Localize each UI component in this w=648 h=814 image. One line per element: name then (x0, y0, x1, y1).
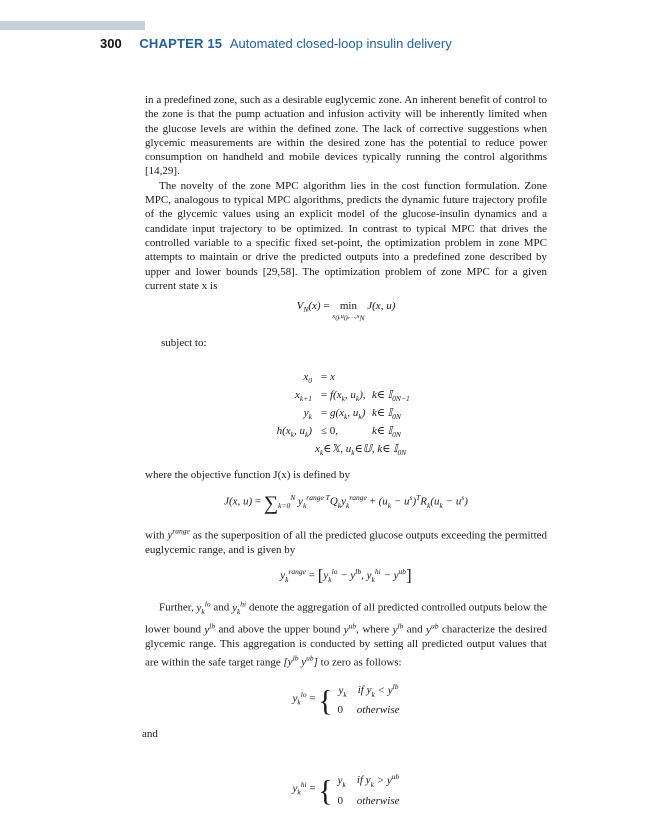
chapter-label: CHAPTER 15 (139, 36, 223, 51)
further-text: Further, $y_k^{lo}$ and $y_k^{hi}$ denote the aggregation of all predicted controlled outputs below the lower bound $y^{lb}$ and above the upper bound $y^{ub}$, where $y^{lb}$ and $y^{ub}$ characterize the desired glycemic range. This aggregation is conducted by setting all predicted output values that are within the safe target range [$y^{lb}$ $y^{ub}$] to zero as follows: (145, 599, 548, 669)
with-text-post: as the superposition of all the predicted glucose outputs exceeding the permitted euglycemic range, and is given by (145, 529, 548, 556)
equation-optimization: $V_N(x) = \min$ $x_0,u_0,\dots,x_N$ J(x, u) (296, 300, 396, 323)
case-otherwise-lo: otherwise (356, 704, 400, 717)
chapter-title: Automated closed-loop insulin delivery (229, 36, 452, 51)
with-text: with $y^{range}$ as the superposition of all the predicted glucose outputs exceeding the permitted euglycemic range, and is given by (145, 526, 548, 556)
constraint-sets: $x_k\in 𝕏$, $u_k\in 𝕌$, k∈ 𝕀$_{0N}$ (315, 443, 407, 458)
case-if-lo: if y (357, 684, 372, 697)
case-zero-lo: 0 (337, 704, 343, 717)
case-otherwise-hi: otherwise (356, 794, 400, 807)
case-if-hi: if y (356, 774, 371, 787)
equation-lo: $y_k^{lo}$ = { $y_k$ if $y_k < y^{lb}$ 0 otherwise (145, 678, 547, 720)
with-text-pre: with (145, 529, 165, 542)
constraint-dynamics: $x_{k+1}$ = $f(x_k$, $u_k$), k∈ 𝕀$_{0N-1}$ (294, 389, 410, 404)
further-text-g: characterize the desired glycemic range. This aggregation is conducted by setting all predicted output values that are within the safe target range (145, 623, 548, 669)
further-text-e: , where (356, 623, 390, 636)
equation-range: $y_k^{range} = [y_k^{lo} - y^{lb}$, $y_k^{hi} - y^{ub}$] (280, 565, 412, 585)
paragraph-1: in a predefined zone, such as a desirable euglycemic zone. An inherent benefit of control to the zone is that the pump actuation and infusion activity will be inherently limited when the glucose levels are within the defined zone. The lack of corrective suggestions when glycemic measurements are within the desired zone has the potential to reduce power consumption on handheld and mobile devices typically running the control algorithms [14,29]. (145, 94, 547, 178)
further-text-h: to zero as follows: (320, 656, 402, 669)
where-text: where the objective function J(x) is defined by (145, 469, 350, 482)
case-zero-hi: 0 (337, 794, 343, 807)
header-accent-bar (0, 21, 145, 30)
further-text-a: Further, (159, 601, 194, 614)
further-text-c: denote the aggregation of all predicted controlled outputs below the lower bound (145, 601, 548, 636)
further-text-f: and (406, 623, 423, 636)
and-label: and (142, 728, 158, 741)
further-text-b: and (213, 601, 230, 614)
constraints-block (145, 370, 547, 460)
paragraph-2: The novelty of the zone MPC algorithm lies in the cost function formulation. Zone MPC, analogous to typical MPC algorithms, predicts the dynamic future trajectory profile of the glycemic values using an explicit model of the glucose-insulin dynamics and a candidate input trajectory to be optimized. In contrast to typical MPC that drives the controlled variable to a specific fixed set-point, the optimization problem in zone MPC attempts to maintain or drive the predicted outputs into a predefined zone described by upper and lower bounds [29,58]. The optimization problem of zone MPC for a given current state x is (145, 179, 547, 292)
constraint-initial: $x_0$ = x (303, 371, 335, 386)
running-header (100, 36, 452, 51)
constraint-output: $y_k$ = $g(x_k$, $u_k$) k∈ 𝕀$_{0N}$ (303, 407, 401, 422)
constraint-inequality: $h(x_k$, $u_k$) ≤ 0, k∈ 𝕀$_{0N}$ (276, 425, 401, 440)
further-text-d: and above the upper bound (218, 623, 341, 636)
equation-objective: J(x, $u) = \sum_{k=0}^N$ $y_k^{range T}Q_ky_k^{range} + (u_k - u^s)^TR_k(u_k - u^s)$ (224, 492, 468, 515)
page-body (142, 93, 548, 814)
subject-to-label: subject to: (161, 337, 207, 350)
page-number: 300 (100, 36, 122, 51)
equation-hi: $y_k^{hi}$ = { $y_k$ if $y_k > y^{ub}$ 0 otherwise (145, 768, 547, 810)
